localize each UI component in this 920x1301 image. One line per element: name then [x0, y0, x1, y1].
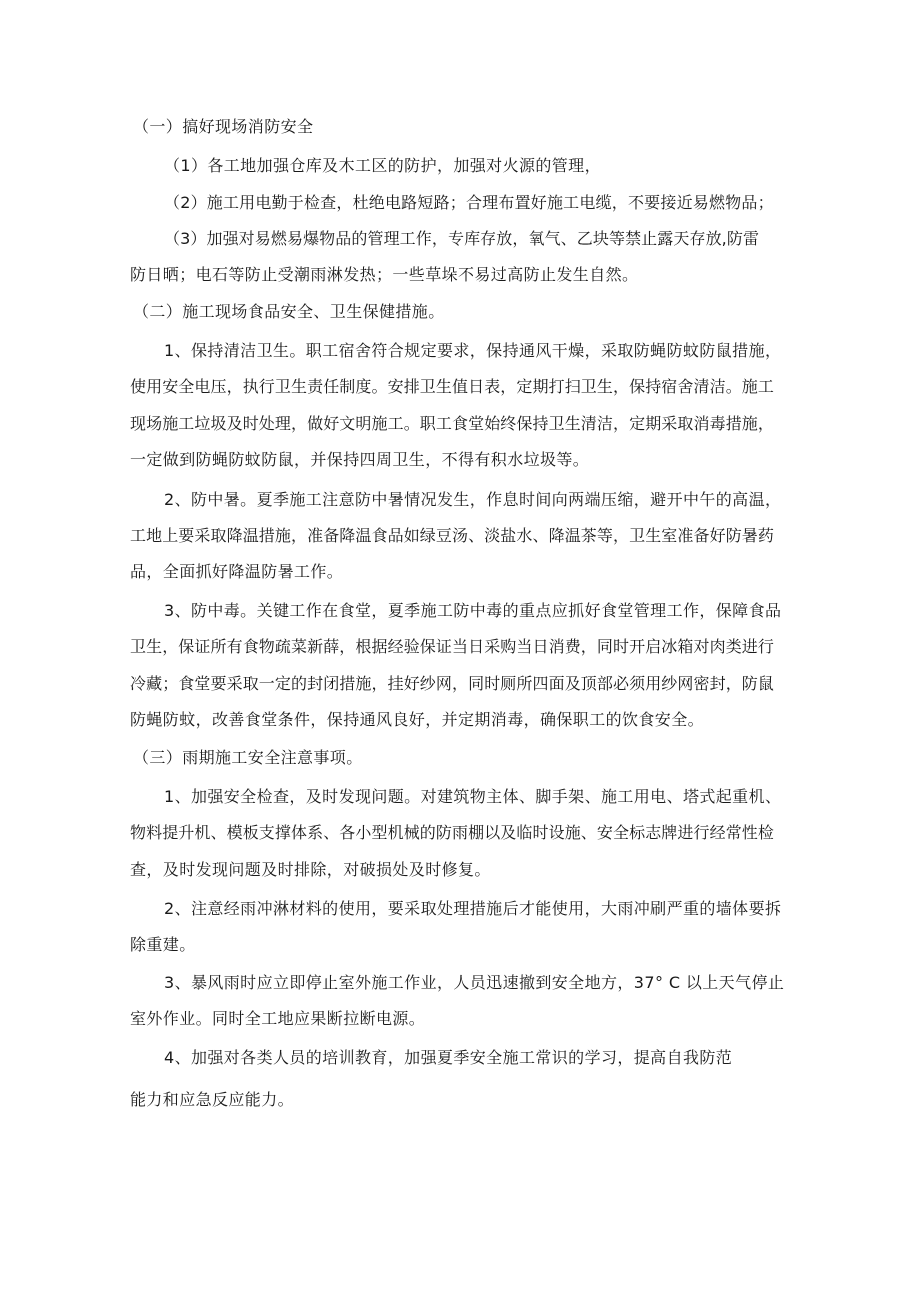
section-2-para-2-line-1: 2、防中暑。夏季施工注意防中暑情况发生，作息时间向两端压缩，避开中午的高温， [164, 490, 782, 509]
section-3-para-3-line-2: 室外作业。同时全工地应果断拉断电源。 [130, 1009, 426, 1028]
section-1-item-3-line-1: （3）加强对易燃易爆物品的管理工作，专库存放，氧气、乙块等禁止露天存放,防雷 [164, 229, 760, 248]
section-2-para-3-line-3: 冷藏；食堂要采取一定的封闭措施，挂好纱网，同时厕所四面及顶部必须用纱网密封，防鼠 [130, 674, 775, 693]
section-1-item-2: （2）施工用电勤于检查，杜绝电路短路；合理布置好施工电缆，不要接近易燃物品； [164, 193, 774, 212]
section-3-para-3-line-1: 3、暴风雨时应立即停止室外施工作业，人员迅速撤到安全地方，37° C 以上天气停止 [164, 973, 785, 992]
section-2-para-3-line-4: 防蝇防蚊，改善食堂条件，保持通风良好，并定期消毒，确保职工的饮食安全。 [130, 710, 705, 729]
section-3-para-4-line-1: 4、加强对各类人员的培训教育，加强夏季安全施工常识的学习，提高自我防范 [164, 1048, 733, 1067]
section-1-item-3-line-2: 防日晒；电石等防止受潮雨淋发热；一些草垛不易过高防止发生自然。 [130, 265, 639, 284]
section-3-heading: （三）雨期施工安全注意事项。 [133, 748, 363, 767]
section-3-para-4-line-2: 能力和应急反应能力。 [130, 1090, 295, 1109]
section-2-para-1-line-3: 现场施工垃圾及时处理，做好文明施工。职工食堂始终保持卫生清洁，定期采取消毒措施， [130, 414, 775, 433]
section-2-para-1-line-4: 一定做到防蝇防蚊防鼠，并保持四周卫生，不得有积水垃圾等。 [130, 450, 590, 469]
section-2-para-3-line-2: 卫生，保证所有食物疏菜新薛，根据经验保证当日采购当日消费，同时开启冰箱对肉类进行 [130, 637, 775, 656]
section-2-para-3-line-1: 3、防中毒。关键工作在食堂，夏季施工防中毒的重点应抓好食堂管理工作，保障食品 [164, 601, 782, 620]
section-3-para-2-line-2: 除重建。 [130, 935, 196, 954]
section-2-heading: （二）施工现场食品安全、卫生保健措施。 [133, 302, 445, 321]
section-2-para-2-line-2: 工地上要采取降温措施，准备降温食品如绿豆汤、淡盐水、降温茶等，卫生室准备好防暑药 [130, 526, 775, 545]
section-3-para-1-line-3: 查，及时发现问题及时排除，对破损处及时修复。 [130, 860, 491, 879]
section-3-para-1-line-2: 物料提升机、模板支撑体系、各小型机械的防雨棚以及临时设施、安全标志牌进行经常性检 [130, 823, 775, 842]
section-3-para-1-line-1: 1、加强安全检查，及时发现问题。对建筑物主体、脚手架、施工用电、塔式起重机、 [164, 787, 782, 806]
section-2-para-1-line-1: 1、保持清洁卫生。职工宿舍符合规定要求，保持通风干燥，采取防蝇防蚊防鼠措施， [164, 341, 782, 360]
section-1-heading: （一）搞好现场消防安全 [133, 117, 314, 136]
section-2-para-1-line-2: 使用安全电压，执行卫生责任制度。安排卫生值日表，定期打扫卫生，保持宿舍清洁。施工 [130, 377, 775, 396]
section-2-para-2-line-3: 品，全面抓好降温防暑工作。 [130, 562, 344, 581]
section-1-item-1: （1）各工地加强仓库及木工区的防护，加强对火源的管理， [164, 156, 601, 175]
section-3-para-2-line-1: 2、注意经雨冲淋材料的使用，要采取处理措施后才能使用，大雨冲刷严重的墙体要拆 [164, 899, 782, 918]
